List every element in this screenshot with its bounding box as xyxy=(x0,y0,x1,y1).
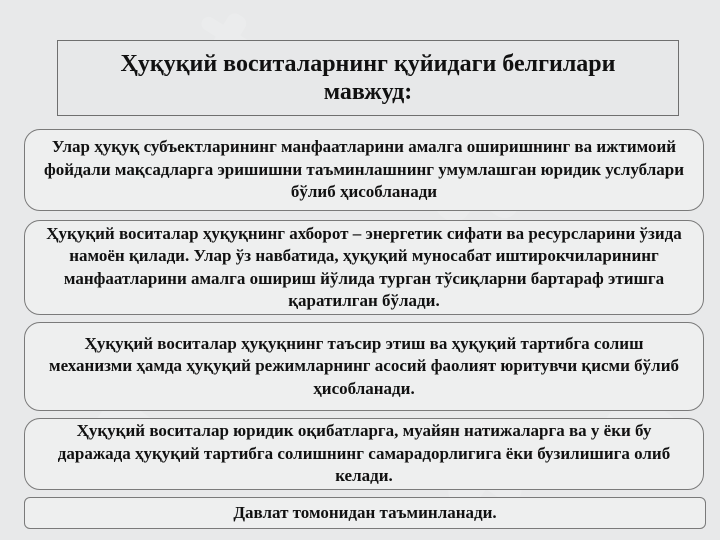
feature-text-4: Ҳуқуқий воситалар юридик оқибатларга, муайян натижаларга ва у ёки бу даражада ҳуқуқий тартибга солишнинг самарадорлигига ёки бузилишига олиб келади. xyxy=(57,421,671,486)
feature-card-2 xyxy=(24,220,704,315)
feature-card-3 xyxy=(24,322,704,411)
feature-text-3: Ҳуқуқий воситалар ҳуқуқнинг таъсир этиш ва ҳуқуқий тартибга солиш механизми ҳамда ҳуқуқий режимларнинг асосий фаолият юритувчи қисми бўлиб ҳисобланади. xyxy=(49,333,679,398)
feature-card-4 xyxy=(24,418,704,490)
feature-text-5: Давлат томонидан таъминланади. xyxy=(233,502,497,522)
feature-text-1: Улар ҳуқуқ субъектларининг манфаатларини амалга оширишнинг ва ижтимоий фойдали мақсадларга эришишни таъминлашнинг умумлашган юридик услублари бўлиб ҳисобланади xyxy=(43,137,685,202)
feature-card-1 xyxy=(24,129,704,211)
slide-title: Ҳуқуқий воситаларнинг қуйидаги белгилари мавжуд: xyxy=(120,50,616,105)
feature-card-5 xyxy=(24,497,706,529)
feature-text-2: Ҳуқуқий воситалар ҳуқуқнинг ахборот – энергетик сифати ва ресурсларини ўзида намоён қилади. Улар ўз навбатида, ҳуқуқий муносабат иштирокчиларининг манфаатларини амалга ошириш йўлида турган тўсиқларни бартараф этишга қаратилган бўлади. xyxy=(46,223,682,310)
slide-title-box xyxy=(57,40,679,116)
